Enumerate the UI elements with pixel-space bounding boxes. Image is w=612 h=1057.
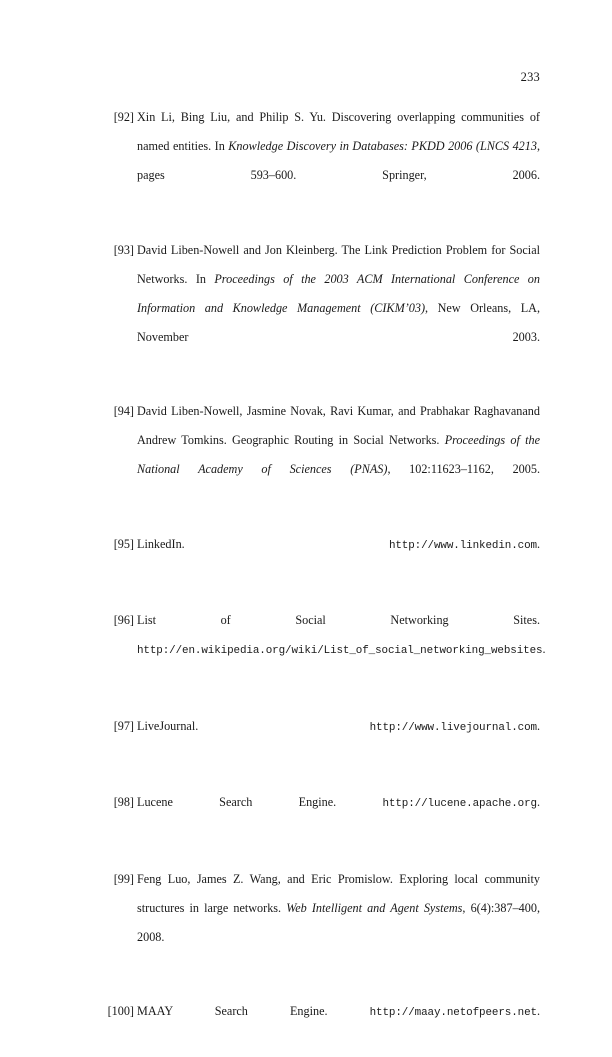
bibliography-entry-text <box>137 606 546 695</box>
citation-text: . <box>536 536 540 551</box>
bibliography-entry <box>105 865 540 981</box>
bibliography-entry-label: [95] <box>113 536 134 551</box>
bibliography-entry-label: [92] <box>113 110 134 124</box>
citation-text: . <box>536 718 540 733</box>
bibliography-entry <box>105 236 540 381</box>
bibliography-entry-text <box>137 530 540 590</box>
bibliography-entry <box>105 103 540 219</box>
page-number: 233 <box>520 70 540 84</box>
bibliography-list <box>105 103 546 1057</box>
bibliography-entry-label: [96] <box>113 613 134 627</box>
bibliography-entry-text <box>137 712 540 772</box>
bibliography-entry-label: [97] <box>113 718 134 733</box>
bibliography-entry-text <box>137 103 540 219</box>
bibliography-entry-text <box>137 865 540 981</box>
citation-text: LinkedIn. <box>137 536 389 551</box>
citation-title-italic: Proceedings of the National Academy of Sciences (PNAS) <box>137 433 540 476</box>
bibliography-entry <box>105 606 546 695</box>
bibliography-entry-label: [98] <box>113 795 134 809</box>
citation-text: Feng Luo, James Z. Wang, and Eric Promislow. Exploring local community structures in large networks. <box>137 871 540 915</box>
citation-text: . <box>542 642 546 656</box>
bibliography-entry-label: [99] <box>113 871 134 886</box>
bibliography-entry-text <box>137 997 540 1057</box>
citation-url: http://lucene.apache.org <box>382 798 537 810</box>
citation-text: , pages 593–600. Springer, 2006. <box>137 139 540 182</box>
bibliography-entry-label: [94] <box>113 404 134 418</box>
citation-title-italic: Web Intelligent and Agent Systems <box>286 900 463 915</box>
citation-text: Xin Li, Bing Liu, and Philip S. Yu. Discovering overlapping communities of named entities. In <box>137 110 540 153</box>
bibliography-entry-text <box>137 788 540 848</box>
bibliography-entry <box>105 997 540 1057</box>
citation-url: http://www.linkedin.com <box>388 539 537 552</box>
citation-text: David Liben-Nowell and Jon Kleinberg. The Link Prediction Problem for Social Networks. In <box>137 242 540 286</box>
citation-text: LiveJournal. <box>137 718 370 733</box>
citation-text: David Liben-Nowell, Jasmine Novak, Ravi Kumar, and Prabhakar Raghavanand Andrew Tomkins. Geographic Routing in Social Networks. <box>137 404 540 447</box>
citation-text: , 6(4):387–400, 2008. <box>137 900 540 944</box>
citation-text: MAAY Search Engine. <box>137 1004 370 1018</box>
citation-text: , 102:11623–1162, 2005. <box>387 462 540 476</box>
bibliography-entry-text <box>137 397 540 513</box>
bibliography-entry-label: [100] <box>107 1004 134 1018</box>
citation-url: http://maay.netofpeers.net <box>369 1007 537 1019</box>
citation-title-italic: Knowledge Discovery in Databases: PKDD 2006 (LNCS 4213 <box>228 139 537 153</box>
citation-title-italic: Proceedings of the 2003 ACM International Conference on Information and Knowledge Management (CIKM’03) <box>137 271 540 315</box>
citation-text: . <box>536 1004 540 1018</box>
citation-text: , New Orleans, LA, November 2003. <box>137 300 540 344</box>
bibliography-entry-label: [93] <box>113 242 134 257</box>
citation-url: http://en.wikipedia.org/wiki/List_of_social_networking_websites <box>137 645 543 657</box>
citation-text: Lucene Search Engine. <box>137 795 383 809</box>
bibliography-entry-text <box>137 236 540 381</box>
citation-text: List of Social Networking Sites. <box>137 613 540 627</box>
bibliography-entry <box>105 712 540 772</box>
bibliography-entry <box>105 530 540 590</box>
bibliography-entry <box>105 788 540 848</box>
citation-url: http://www.livejournal.com <box>369 721 537 734</box>
citation-text: . <box>536 795 540 809</box>
bibliography-entry <box>105 397 540 513</box>
